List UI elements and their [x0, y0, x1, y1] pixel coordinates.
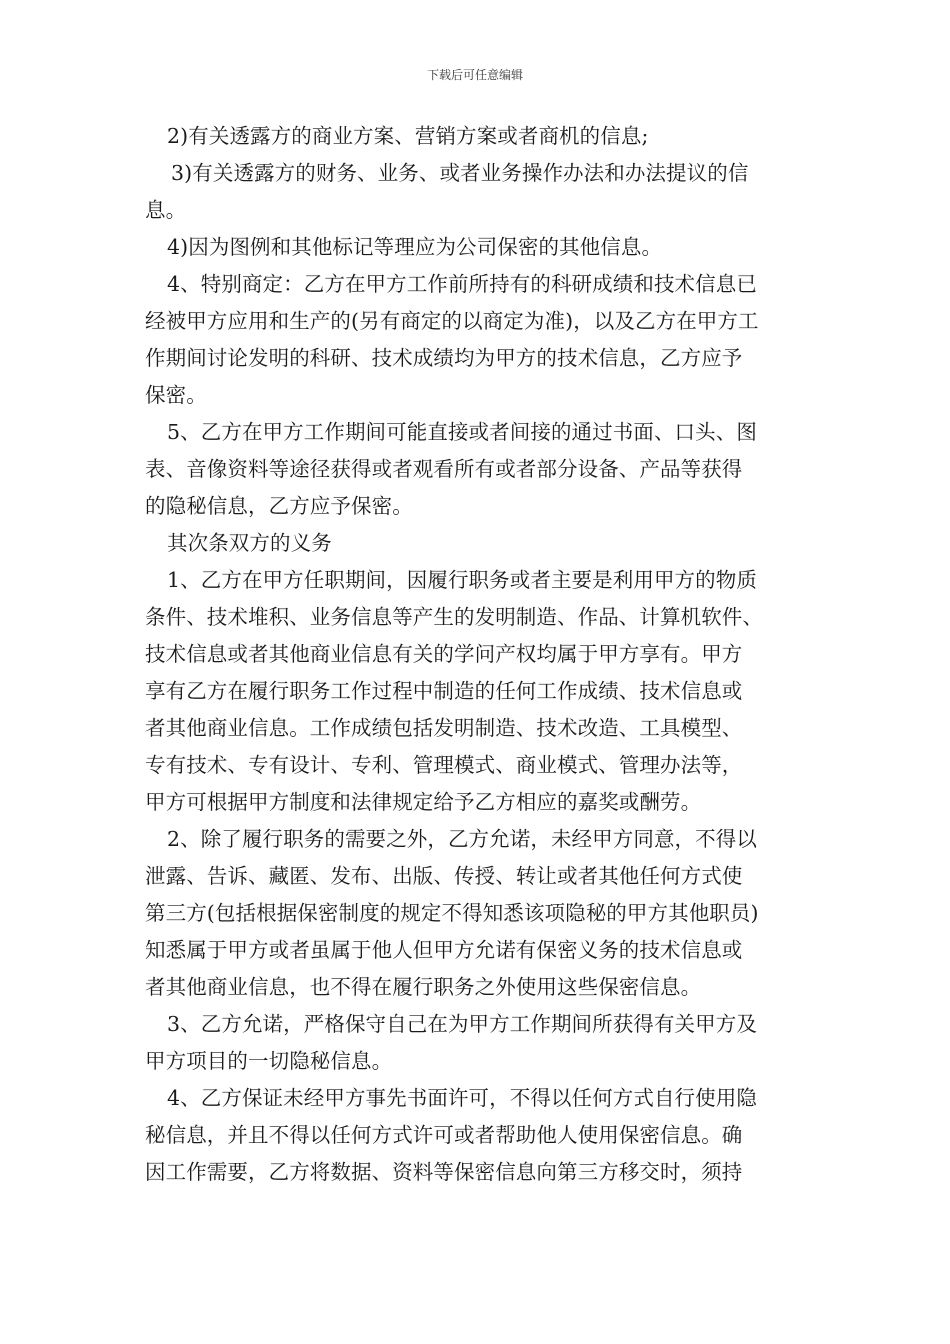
- text-line: 者其他商业信息，也不得在履行职务之外使用这些保密信息。: [145, 975, 702, 999]
- text-line: 享有乙方在履行职务工作过程中制造的任何工作成绩、技术信息或: [145, 679, 743, 703]
- text-line: 因工作需要，乙方将数据、资料等保密信息向第三方移交时，须持: [145, 1160, 743, 1184]
- text-line: 作期间讨论发明的科研、技术成绩均为甲方的技术信息，乙方应予: [145, 346, 743, 370]
- text-line: 秘信息，并且不得以任何方式许可或者帮助他人使用保密信息。确: [145, 1123, 743, 1147]
- text-line: 经被甲方应用和生产的(另有商定的以商定为准)，以及乙方在甲方工: [145, 309, 759, 333]
- text-line: 者其他商业信息。工作成绩包括发明制造、技术改造、工具模型、: [145, 716, 743, 740]
- text-line: 3)有关透露方的财务、业务、或者业务操作办法和办法提议的信: [171, 161, 749, 185]
- text-line: 4、乙方保证未经甲方事先书面许可，不得以任何方式自行使用隐: [167, 1086, 757, 1110]
- text-line: 4、特别商定：乙方在甲方工作前所持有的科研成绩和技术信息已: [167, 272, 757, 296]
- text-line: 4)因为图例和其他标记等理应为公司保密的其他信息。: [167, 235, 663, 259]
- text-line: 保密。: [145, 383, 207, 407]
- text-line: 3、乙方允诺，严格保守自己在为甲方工作期间所获得有关甲方及: [167, 1012, 757, 1036]
- page-header: 下载后可任意编辑: [426, 68, 523, 82]
- document-body: [145, 118, 813, 1191]
- text-line: 泄露、告诉、藏匿、发布、出版、传授、转让或者其他任何方式使: [145, 864, 743, 888]
- text-line: 甲方项目的一切隐秘信息。: [145, 1049, 393, 1073]
- text-line: 1、乙方在甲方任职期间，因履行职务或者主要是利用甲方的物质: [167, 568, 757, 592]
- text-line: 知悉属于甲方或者虽属于他人但甲方允诺有保密义务的技术信息或: [145, 938, 743, 962]
- text-line: 技术信息或者其他商业信息有关的学问产权均属于甲方享有。甲方: [145, 642, 743, 666]
- text-line: 2、除了履行职务的需要之外，乙方允诺，未经甲方同意，不得以: [167, 827, 757, 851]
- text-line: 2)有关透露方的商业方案、营销方案或者商机的信息;: [167, 124, 649, 148]
- section-heading: 其次条双方的义务: [167, 531, 332, 555]
- text-line: 专有技术、专有设计、专利、管理模式、商业模式、管理办法等，: [145, 753, 743, 777]
- text-line: 的隐秘信息，乙方应予保密。: [145, 494, 413, 518]
- text-line: 甲方可根据甲方制度和法律规定给予乙方相应的嘉奖或酬劳。: [145, 790, 702, 814]
- text-line: 息。: [145, 198, 187, 222]
- text-line: 5、乙方在甲方工作期间可能直接或者间接的通过书面、口头、图: [167, 420, 757, 444]
- text-line: 第三方(包括根据保密制度的规定不得知悉该项隐秘的甲方其他职员): [145, 901, 759, 925]
- text-line: 表、音像资料等途径获得或者观看所有或者部分设备、产品等获得: [145, 457, 743, 481]
- text-line: 条件、技术堆积、业务信息等产生的发明制造、作品、计算机软件、: [145, 605, 763, 629]
